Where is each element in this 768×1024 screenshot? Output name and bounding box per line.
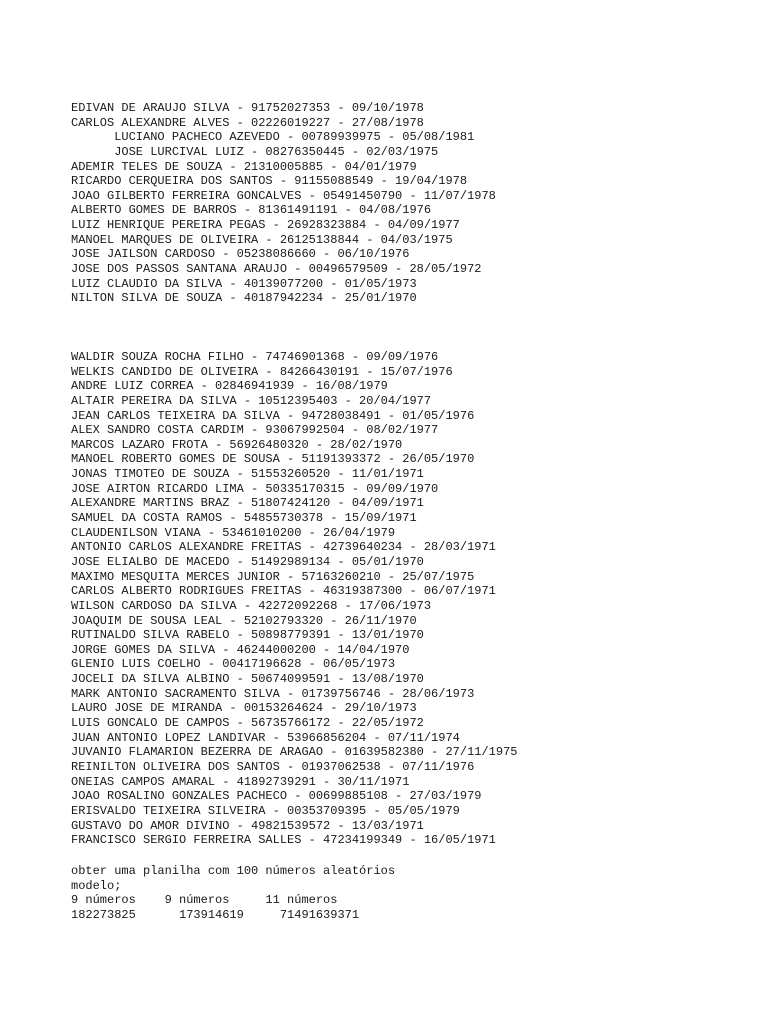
person-list-block-1: [71, 101, 496, 306]
text-line: 9 números 9 números 11 números: [71, 893, 338, 908]
text-line: JOAO ROSALINO GONZALES PACHECO - 00699885108 - 27/03/1979: [71, 789, 482, 804]
text-line: ALEX SANDRO COSTA CARDIM - 93067992504 - 08/02/1977: [71, 423, 439, 438]
text-line: ALBERTO GOMES DE BARROS - 81361491191 - 04/08/1976: [71, 203, 432, 218]
text-line: JEAN CARLOS TEIXEIRA DA SILVA - 94728038491 - 01/05/1976: [71, 408, 475, 423]
text-line: 182273825 173914619 71491639371: [71, 907, 360, 922]
text-line: ADEMIR TELES DE SOUZA - 21310005885 - 04/01/1979: [71, 159, 417, 174]
text-line: ALTAIR PEREIRA DA SILVA - 10512395403 - 20/04/1977: [71, 393, 432, 408]
text-line: JUVANIO FLAMARION BEZERRA DE ARAGAO - 01639582380 - 27/11/1975: [71, 745, 518, 760]
text-line: LUIS GONCALO DE CAMPOS - 56735766172 - 22/05/1972: [71, 716, 424, 731]
text-line: JOAQUIM DE SOUSA LEAL - 52102793320 - 26/11/1970: [71, 613, 417, 628]
text-line: obter uma planilha com 100 números aleatórios: [71, 864, 396, 878]
text-line: JOSE ELIALBO DE MACEDO - 51492989134 - 05/01/1970: [71, 554, 424, 569]
text-line: MARCOS LAZARO FROTA - 56926480320 - 28/02/1970: [71, 437, 403, 452]
text-line: ONEIAS CAMPOS AMARAL - 41892739291 - 30/11/1971: [71, 774, 410, 789]
text-line: JOCELI DA SILVA ALBINO - 50674099591 - 13/08/1970: [71, 672, 424, 687]
text-line: ERISVALDO TEIXEIRA SILVEIRA - 00353709395 - 05/05/1979: [71, 803, 460, 818]
text-line: LUIZ CLAUDIO DA SILVA - 40139077200 - 01/05/1973: [71, 276, 417, 291]
text-line: ANDRE LUIZ CORREA - 02846941939 - 16/08/1979: [71, 379, 388, 394]
text-line: modelo;: [71, 878, 122, 893]
text-line: LUIZ HENRIQUE PEREIRA PEGAS - 26928323884 - 04/09/1977: [71, 218, 460, 233]
text-line: EDIVAN DE ARAUJO SILVA - 91752027353 - 09/10/1978: [71, 101, 424, 115]
text-line: JORGE GOMES DA SILVA - 46244000200 - 14/04/1970: [71, 642, 410, 657]
text-line: GUSTAVO DO AMOR DIVINO - 49821539572 - 13/03/1971: [71, 818, 424, 833]
text-line: JOSE JAILSON CARDOSO - 05238086660 - 06/10/1976: [71, 247, 410, 262]
text-line: JOSE AIRTON RICARDO LIMA - 50335170315 - 09/09/1970: [71, 481, 439, 496]
text-line: WILSON CARDOSO DA SILVA - 42272092268 - 17/06/1973: [71, 598, 432, 613]
text-line: MAXIMO MESQUITA MERCES JUNIOR - 57163260210 - 25/07/1975: [71, 569, 475, 584]
text-line: REINILTON OLIVEIRA DOS SANTOS - 01937062538 - 07/11/1976: [71, 759, 475, 774]
text-line: MANOEL MARQUES DE OLIVEIRA - 26125138844 - 04/03/1975: [71, 232, 453, 247]
text-line: CARLOS ALBERTO RODRIGUES FREITAS - 46319387300 - 06/07/1971: [71, 584, 496, 599]
instructions-block: [71, 864, 395, 923]
text-line: WELKIS CANDIDO DE OLIVEIRA - 84266430191 - 15/07/1976: [71, 364, 453, 379]
text-line: ANTONIO CARLOS ALEXANDRE FREITAS - 42739640234 - 28/03/1971: [71, 540, 496, 555]
text-line: JUAN ANTONIO LOPEZ LANDIVAR - 53966856204 - 07/11/1974: [71, 730, 460, 745]
text-line: JOSE DOS PASSOS SANTANA ARAUJO - 00496579509 - 28/05/1972: [71, 262, 482, 277]
text-line: JONAS TIMOTEO DE SOUZA - 51553260520 - 11/01/1971: [71, 467, 424, 482]
text-line: MARK ANTONIO SACRAMENTO SILVA - 01739756746 - 28/06/1973: [71, 686, 475, 701]
text-line: CARLOS ALEXANDRE ALVES - 02226019227 - 27/08/1978: [71, 115, 424, 130]
text-line: FRANCISCO SERGIO FERREIRA SALLES - 47234199349 - 16/05/1971: [71, 833, 496, 848]
text-line: RUTINALDO SILVA RABELO - 50898779391 - 13/01/1970: [71, 628, 424, 643]
text-line: MANOEL ROBERTO GOMES DE SOUSA - 51191393372 - 26/05/1970: [71, 452, 475, 467]
text-line: JOAO GILBERTO FERREIRA GONCALVES - 05491450790 - 11/07/1978: [71, 188, 496, 203]
text-line: JOSE LURCIVAL LUIZ - 08276350445 - 02/03/1975: [71, 144, 439, 159]
text-line: LAURO JOSE DE MIRANDA - 00153264624 - 29/10/1973: [71, 701, 417, 716]
text-line: CLAUDENILSON VIANA - 53461010200 - 26/04/1979: [71, 525, 396, 540]
text-line: ALEXANDRE MARTINS BRAZ - 51807424120 - 04/09/1971: [71, 496, 424, 511]
text-line: WALDIR SOUZA ROCHA FILHO - 74746901368 - 09/09/1976: [71, 350, 439, 364]
text-line: SAMUEL DA COSTA RAMOS - 54855730378 - 15/09/1971: [71, 511, 417, 526]
text-line: NILTON SILVA DE SOUZA - 40187942234 - 25/01/1970: [71, 291, 417, 306]
person-list-block-2: [71, 350, 517, 848]
text-line: RICARDO CERQUEIRA DOS SANTOS - 91155088549 - 19/04/1978: [71, 174, 468, 189]
text-line: GLENIO LUIS COELHO - 00417196628 - 06/05/1973: [71, 657, 396, 672]
text-line: LUCIANO PACHECO AZEVEDO - 00789939975 - 05/08/1981: [71, 130, 475, 145]
